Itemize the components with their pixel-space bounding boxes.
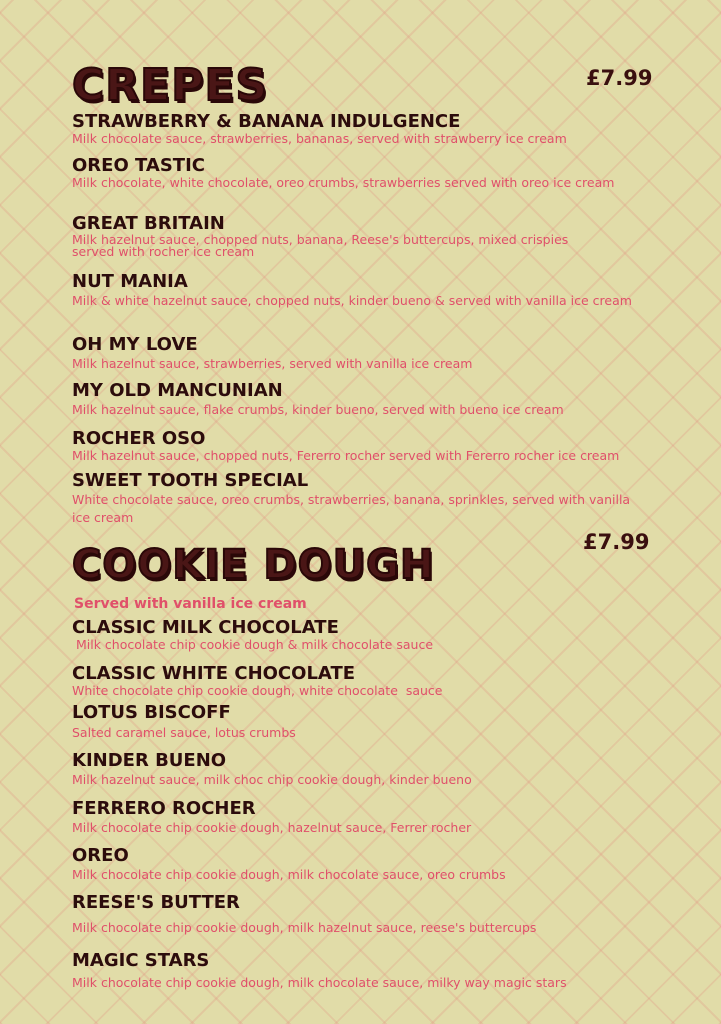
- item-name: MY OLD MANCUNIAN: [72, 380, 283, 401]
- item-name: NUT MANIA: [72, 271, 188, 292]
- crepe-item-my-old-mancunian: [72, 380, 672, 417]
- crepe-item-great-britain: [72, 213, 612, 258]
- item-name: FERRERO ROCHER: [72, 798, 256, 819]
- item-desc: Milk chocolate chip cookie dough & milk chocolate sauce: [72, 637, 434, 652]
- item-desc: White chocolate chip cookie dough, white chocolate sauce: [72, 683, 443, 698]
- cookie-dough-served-note: Served with vanilla ice cream: [74, 596, 307, 612]
- cookie-item-ferrero-rocher: [72, 798, 672, 835]
- item-name: STRAWBERRY & BANANA INDULGENCE: [72, 111, 461, 132]
- cookie-item-kinder-bueno: [72, 750, 672, 787]
- item-name: ROCHER OSO: [72, 428, 206, 449]
- cookie-item-magic-stars: [72, 950, 672, 990]
- crepe-item-strawberry-banana: [72, 111, 652, 146]
- item-desc: Milk hazelnut sauce, flake crumbs, kinder bueno, served with bueno ice cream: [72, 402, 564, 417]
- item-desc: Salted caramel sauce, lotus crumbs: [72, 725, 296, 740]
- crepe-item-sweet-tooth-special: [72, 470, 647, 527]
- item-name: LOTUS BISCOFF: [72, 702, 231, 723]
- item-name: SWEET TOOTH SPECIAL: [72, 470, 309, 491]
- item-name: MAGIC STARS: [72, 950, 210, 971]
- item-name: OH MY LOVE: [72, 334, 198, 355]
- crepe-item-rocher-oso: [72, 428, 712, 463]
- item-desc: Milk & white hazelnut sauce, chopped nuts, kinder bueno & served with vanilla ice cream: [72, 293, 632, 308]
- cookie-item-classic-white: [72, 663, 672, 698]
- item-name: CLASSIC WHITE CHOCOLATE: [72, 663, 356, 684]
- item-desc: Milk chocolate chip cookie dough, milk hazelnut sauce, reese's buttercups: [72, 920, 537, 935]
- cookie-dough-title: COOKIE DOUGH: [72, 542, 435, 588]
- item-name: KINDER BUENO: [72, 750, 227, 771]
- item-desc: Milk chocolate chip cookie dough, milk chocolate sauce, milky way magic stars: [72, 975, 567, 990]
- item-name: GREAT BRITAIN: [72, 213, 225, 234]
- item-desc: Milk chocolate, white chocolate, oreo crumbs, strawberries served with oreo ice cream: [72, 175, 615, 190]
- crepe-item-oreo-tastic: [72, 155, 617, 190]
- crepes-title: CREPES: [72, 60, 269, 111]
- cookie-item-reeses-butter: [72, 892, 672, 935]
- item-name: OREO: [72, 845, 129, 866]
- item-desc: Milk hazelnut sauce, milk choc chip cookie dough, kinder bueno: [72, 772, 472, 787]
- item-desc: Milk hazelnut sauce, strawberries, served with vanilla ice cream: [72, 356, 473, 371]
- item-desc: Milk hazelnut sauce, chopped nuts, banana, Reese's buttercups, mixed crispies served with rocher ice cream: [72, 232, 569, 259]
- item-name: REESE'S BUTTER: [72, 892, 240, 913]
- item-name: CLASSIC MILK CHOCOLATE: [72, 617, 339, 638]
- cookie-item-oreo: [72, 845, 672, 882]
- crepes-price: £7.99: [586, 66, 653, 90]
- cookie-dough-price: £7.99: [583, 530, 650, 554]
- item-desc: Milk hazelnut sauce, chopped nuts, Fererro rocher served with Fererro rocher ice cream: [72, 448, 620, 463]
- item-desc: Milk chocolate chip cookie dough, hazelnut sauce, Ferrer rocher: [72, 820, 472, 835]
- item-desc: White chocolate sauce, oreo crumbs, strawberries, banana, sprinkles, served with vanilla ice cream: [72, 492, 631, 525]
- item-desc: Milk chocolate sauce, strawberries, bananas, served with strawberry ice cream: [72, 131, 567, 146]
- crepe-item-oh-my-love: [72, 334, 672, 371]
- cookie-item-classic-milk: [72, 617, 672, 652]
- item-name: OREO TASTIC: [72, 155, 205, 176]
- item-desc: Milk chocolate chip cookie dough, milk chocolate sauce, oreo crumbs: [72, 867, 506, 882]
- crepe-item-nut-mania: [72, 271, 632, 310]
- cookie-item-lotus-biscoff: [72, 702, 672, 740]
